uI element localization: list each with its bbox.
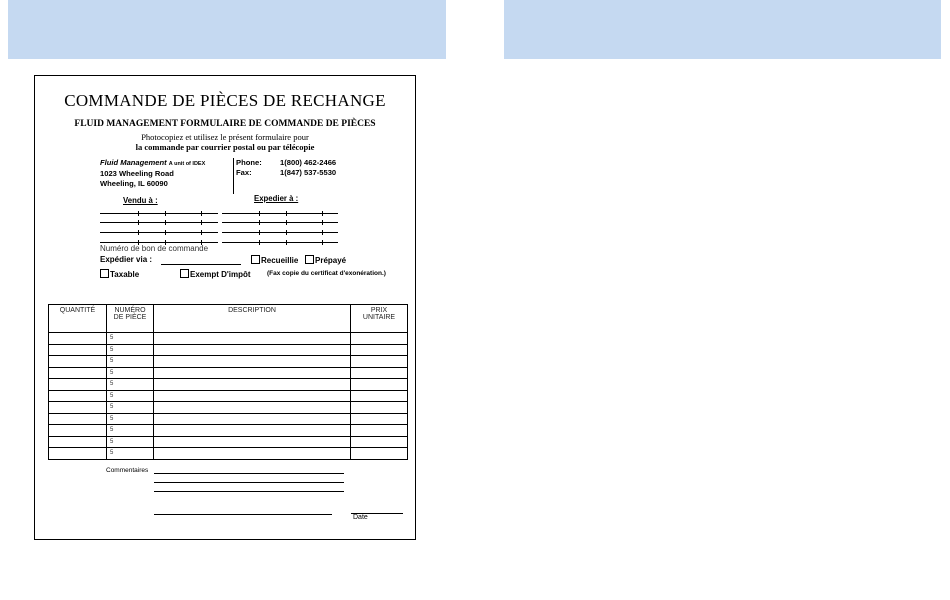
address-line-tick xyxy=(138,211,139,216)
prepaid-checkbox[interactable] xyxy=(305,255,314,264)
pickup-label: Recueillie xyxy=(261,256,299,265)
part-cell[interactable]: 5 xyxy=(107,333,154,345)
col-quantity: QUANTITÉ xyxy=(49,305,107,333)
prepaid-option[interactable] xyxy=(305,255,346,265)
contact-info xyxy=(236,158,336,178)
qty-cell[interactable] xyxy=(49,379,107,391)
description-cell[interactable] xyxy=(154,367,351,379)
description-cell[interactable] xyxy=(154,436,351,448)
address-line-tick xyxy=(201,220,202,225)
address-line-tick xyxy=(286,230,287,235)
address-line-tick xyxy=(138,230,139,235)
taxable-checkbox[interactable] xyxy=(100,269,109,278)
table-row xyxy=(49,425,408,437)
fax-label: Fax: xyxy=(236,168,252,177)
address-line-tick xyxy=(201,230,202,235)
comments-line[interactable] xyxy=(154,473,344,474)
fax-number: 1(847) 537-5530 xyxy=(280,168,337,177)
qty-cell[interactable] xyxy=(49,333,107,345)
qty-cell[interactable] xyxy=(49,367,107,379)
price-cell[interactable] xyxy=(351,344,408,356)
comments-label: Commentaires xyxy=(106,467,149,474)
price-cell[interactable] xyxy=(351,402,408,414)
parts-table xyxy=(48,304,408,460)
table-row xyxy=(49,448,408,460)
address-line-tick xyxy=(165,230,166,235)
address-line-tick xyxy=(286,220,287,225)
address-line-tick xyxy=(322,240,323,245)
taxable-label: Taxable xyxy=(110,270,140,279)
description-cell[interactable] xyxy=(154,344,351,356)
pickup-checkbox[interactable] xyxy=(251,255,260,264)
taxable-option[interactable] xyxy=(100,269,139,279)
tax-exempt-label: Exempt D'impôt xyxy=(190,270,251,279)
address-line-tick xyxy=(259,211,260,216)
instruction-line-1: Photocopiez et utilisez le présent formulaire pour xyxy=(141,132,309,142)
address-line-tick xyxy=(286,211,287,216)
col-unit-price-line1: PRIX xyxy=(370,307,388,314)
price-cell[interactable] xyxy=(351,367,408,379)
table-header-row xyxy=(49,305,408,333)
address-line[interactable] xyxy=(222,222,338,223)
form-title: COMMANDE DE PIÈCES DE RECHANGE xyxy=(64,91,386,110)
description-cell[interactable] xyxy=(154,333,351,345)
address-line-tick xyxy=(165,211,166,216)
part-cell[interactable]: 5 xyxy=(107,436,154,448)
company-street: 1023 Wheeling Road xyxy=(100,169,174,178)
price-cell[interactable] xyxy=(351,379,408,391)
address-line[interactable] xyxy=(222,242,338,243)
company-address xyxy=(100,158,205,189)
address-line[interactable] xyxy=(222,213,338,214)
price-cell[interactable] xyxy=(351,425,408,437)
ship-via-label: Expédier via : xyxy=(100,255,153,264)
pickup-option[interactable] xyxy=(251,255,298,265)
price-cell[interactable] xyxy=(351,448,408,460)
part-cell[interactable]: 5 xyxy=(107,390,154,402)
qty-cell[interactable] xyxy=(49,436,107,448)
description-cell[interactable] xyxy=(154,448,351,460)
qty-cell[interactable] xyxy=(49,344,107,356)
address-line-tick xyxy=(259,220,260,225)
price-cell[interactable] xyxy=(351,413,408,425)
address-line-tick xyxy=(165,220,166,225)
description-cell[interactable] xyxy=(154,379,351,391)
description-cell[interactable] xyxy=(154,402,351,414)
price-cell[interactable] xyxy=(351,390,408,402)
address-line[interactable] xyxy=(222,232,338,233)
part-cell[interactable]: 5 xyxy=(107,425,154,437)
col-part-number xyxy=(107,305,154,333)
phone-number: 1(800) 462-2466 xyxy=(280,158,337,167)
prepaid-label: Prépayé xyxy=(315,256,347,265)
address-line-tick xyxy=(259,240,260,245)
table-row xyxy=(49,436,408,448)
description-cell[interactable] xyxy=(154,390,351,402)
table-row xyxy=(49,402,408,414)
table-row xyxy=(49,413,408,425)
tax-exempt-option[interactable] xyxy=(180,269,251,279)
part-cell[interactable]: 5 xyxy=(107,413,154,425)
company-unit: A unit of IDEX xyxy=(168,161,206,167)
table-row xyxy=(49,344,408,356)
price-cell[interactable] xyxy=(351,333,408,345)
company-city: Wheeling, IL 60090 xyxy=(100,179,168,188)
date-label: Date xyxy=(353,514,368,521)
qty-cell[interactable] xyxy=(49,402,107,414)
address-line-tick xyxy=(259,230,260,235)
address-line-tick xyxy=(201,211,202,216)
table-row xyxy=(49,390,408,402)
tax-exempt-checkbox[interactable] xyxy=(180,269,189,278)
ship-to-label: Expedier à : xyxy=(254,194,299,203)
phone-label: Phone: xyxy=(236,158,262,167)
exempt-note: (Fax copie du certificat d'exonération.) xyxy=(267,270,386,277)
form-instructions xyxy=(35,132,415,152)
description-cell[interactable] xyxy=(154,425,351,437)
comments-line[interactable] xyxy=(154,482,344,483)
parts-table-body xyxy=(49,333,408,460)
price-cell[interactable] xyxy=(351,356,408,368)
header-band-left xyxy=(8,0,446,59)
part-cell[interactable]: 5 xyxy=(107,356,154,368)
qty-cell[interactable] xyxy=(49,425,107,437)
sold-to-label: Vendu à : xyxy=(123,196,158,205)
part-cell[interactable]: 5 xyxy=(107,402,154,414)
address-line-tick xyxy=(286,240,287,245)
table-row xyxy=(49,367,408,379)
qty-cell[interactable] xyxy=(49,448,107,460)
description-cell[interactable] xyxy=(154,413,351,425)
address-divider xyxy=(233,158,234,194)
table-row xyxy=(49,333,408,345)
col-part-number-line2: DE PIÈCE xyxy=(113,314,147,321)
address-line-tick xyxy=(322,230,323,235)
col-unit-price xyxy=(351,305,408,333)
table-row xyxy=(49,379,408,391)
header-band-right xyxy=(504,0,941,59)
po-number-label: Numéro de bon de commande xyxy=(100,244,209,253)
part-cell[interactable]: 5 xyxy=(107,379,154,391)
col-unit-price-line2: UNITAIRE xyxy=(362,314,396,321)
qty-cell[interactable] xyxy=(49,413,107,425)
instruction-line-2: la commande par courrier postal ou par télécopie xyxy=(135,142,315,152)
address-line-tick xyxy=(322,211,323,216)
comments-line[interactable] xyxy=(154,491,344,492)
description-cell[interactable] xyxy=(154,356,351,368)
qty-cell[interactable] xyxy=(49,390,107,402)
parts-order-form xyxy=(34,75,416,540)
part-cell[interactable]: 5 xyxy=(107,344,154,356)
qty-cell[interactable] xyxy=(49,356,107,368)
address-line-tick xyxy=(322,220,323,225)
ship-via-field[interactable] xyxy=(161,264,241,265)
part-cell[interactable]: 5 xyxy=(107,367,154,379)
form-subtitle: FLUID MANAGEMENT FORMULAIRE DE COMMANDE DE PIÈCES xyxy=(74,119,376,129)
signature-line[interactable] xyxy=(154,514,332,515)
company-name: Fluid Management xyxy=(100,158,167,167)
part-cell[interactable]: 5 xyxy=(107,448,154,460)
table-row xyxy=(49,356,408,368)
price-cell[interactable] xyxy=(351,436,408,448)
col-description: DESCRIPTION xyxy=(154,305,351,333)
address-line-tick xyxy=(138,220,139,225)
col-part-number-line1: NUMÉRO xyxy=(114,307,146,314)
